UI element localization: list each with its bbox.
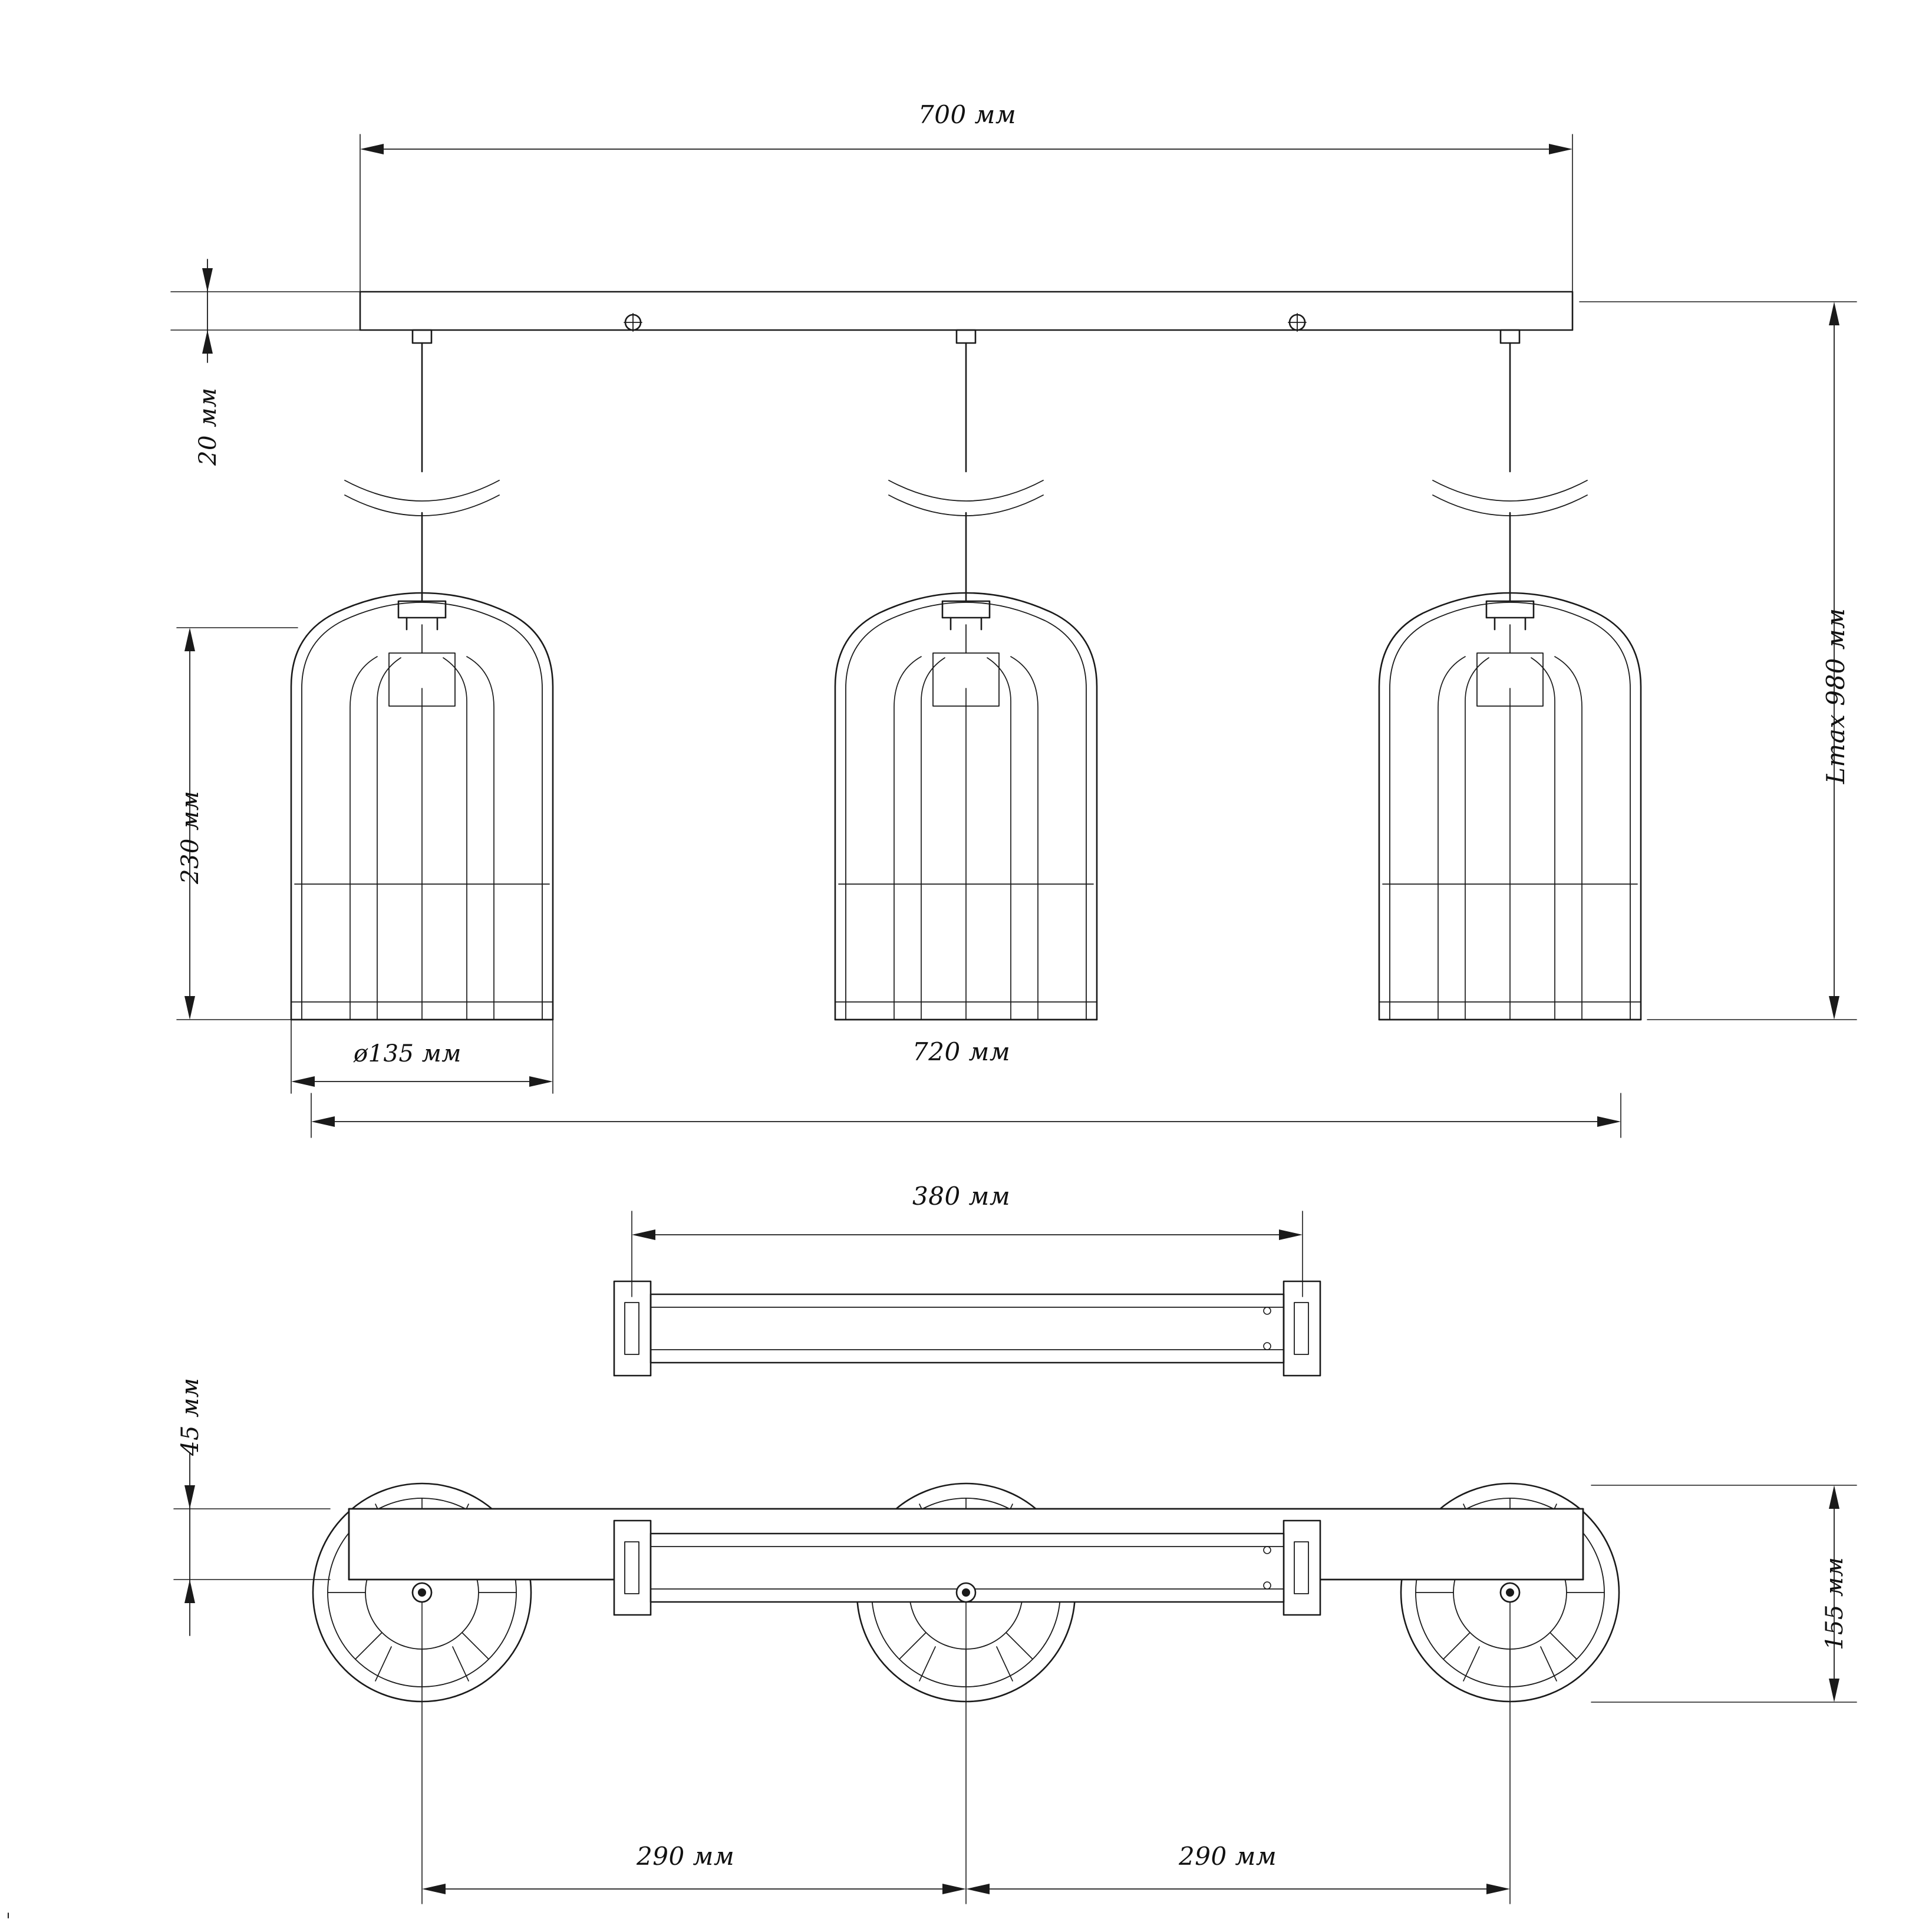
dimension-label-spacing-left: 290 мм — [637, 1842, 735, 1871]
dimension-label-canopy-thickness: 20 мм — [194, 387, 222, 466]
dimension-label-overall-width: 720 мм — [912, 1037, 1011, 1066]
dimension-label-spacing-right: 290 мм — [1179, 1842, 1277, 1871]
dimension-label-max-drop: Lmax 980 мм — [1821, 608, 1850, 784]
dimension-label-bar-height: 45 мм — [177, 1377, 204, 1456]
dimension-label-bar-inner-length: 380 мм — [912, 1182, 1011, 1211]
dimension-label-wheel-diameter: 155 мм — [1821, 1557, 1848, 1650]
dimension-label-shade-height: 230 мм — [177, 790, 204, 884]
dimension-label-canopy-length: 700 мм — [918, 100, 1017, 129]
dimension-label-shade-diameter: ø135 мм — [354, 1040, 461, 1067]
